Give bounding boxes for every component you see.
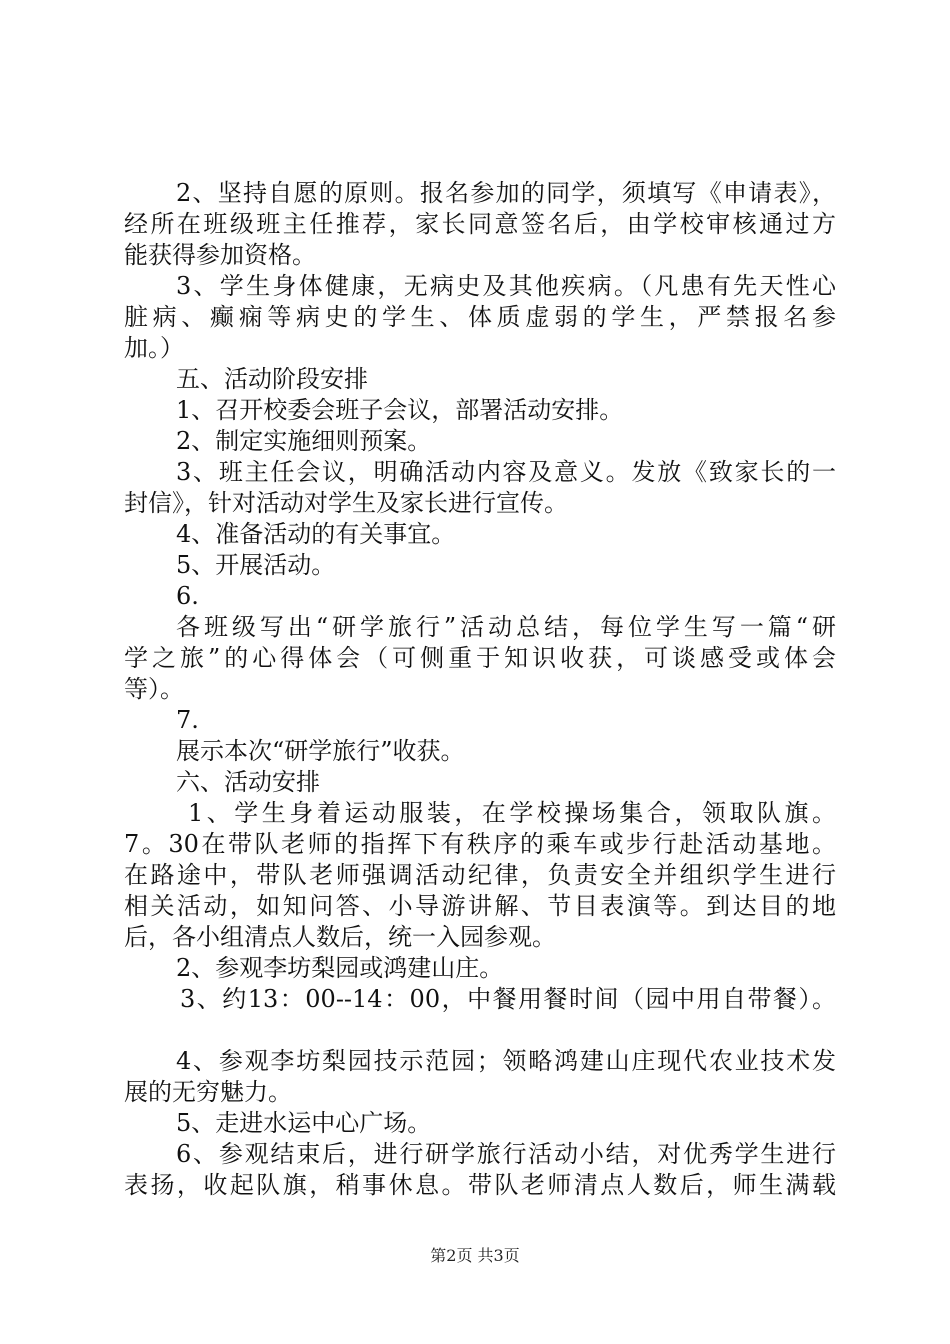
text-line: 展的无穷魅力。 xyxy=(124,1078,292,1106)
text-line: 3、约13：00--14：00，中餐用餐时间（园中用自带餐）。 xyxy=(180,985,836,1013)
section-heading: 六、活动安排 xyxy=(176,768,320,796)
text-line: 4、准备活动的有关事宜。 xyxy=(176,520,456,548)
text-line: 能获得参加资格。 xyxy=(124,241,316,269)
text-line: 脏病、癫痫等病史的学生、体质虚弱的学生，严禁报名参 xyxy=(124,303,836,331)
text-line: 2、参观李坊梨园或鸿建山庄。 xyxy=(176,954,504,982)
text-line: 2、坚持自愿的原则。报名参加的同学，须填写《申请表》， xyxy=(176,179,836,207)
text-line: 6. xyxy=(176,582,199,610)
text-line: 1、召开校委会班子会议，部署活动安排。 xyxy=(176,396,624,424)
text-line: 在路途中，带队老师强调活动纪律，负责安全并组织学生进行 xyxy=(124,861,836,889)
text-line: 5、走进水运中心广场。 xyxy=(176,1109,432,1137)
text-line: 3、班主任会议，明确活动内容及意义。发放《致家长的一 xyxy=(176,458,836,486)
text-line: 展示本次“研学旅行”收获。 xyxy=(176,737,465,765)
section-heading: 五、活动阶段安排 xyxy=(176,365,368,393)
text-line: 3、学生身体健康，无病史及其他疾病。（凡患有先天性心 xyxy=(176,272,836,300)
text-line: 学之旅”的心得体会（可侧重于知识收获，可谈感受或体会 xyxy=(124,644,836,672)
text-line: 相关活动，如知问答、小导游讲解、节目表演等。到达目的地 xyxy=(124,892,836,920)
text-line: 6、参观结束后，进行研学旅行活动小结，对优秀学生进行 xyxy=(176,1140,836,1168)
text-line: 等）。 xyxy=(124,675,184,703)
text-line: 封信》，针对活动对学生及家长进行宣传。 xyxy=(124,489,568,517)
page-footer: 第2页 共3页 xyxy=(430,1246,520,1265)
text-line: 7. xyxy=(176,706,199,734)
blank-line xyxy=(124,1015,836,1046)
document-body xyxy=(124,178,836,1201)
text-line: 1、学生身着运动服装，在学校操场集合，领取队旗。 xyxy=(188,799,836,827)
text-line: 加。） xyxy=(124,334,184,362)
text-line: 表扬，收起队旗，稍事休息。带队老师清点人数后，师生满载 xyxy=(124,1171,836,1199)
text-line: 4、参观李坊梨园技示范园；领略鸿建山庄现代农业技术发 xyxy=(176,1047,836,1075)
text-line: 各班级写出“研学旅行”活动总结，每位学生写一篇“研 xyxy=(176,613,836,641)
text-line: 2、制定实施细则预案。 xyxy=(176,427,432,455)
text-line: 7。30在带队老师的指挥下有秩序的乘车或步行赴活动基地。 xyxy=(124,830,836,858)
text-line: 经所在班级班主任推荐，家长同意签名后，由学校审核通过方 xyxy=(124,210,836,238)
text-line: 5、开展活动。 xyxy=(176,551,336,579)
text-line: 后，各小组清点人数后，统一入园参观。 xyxy=(124,923,556,951)
